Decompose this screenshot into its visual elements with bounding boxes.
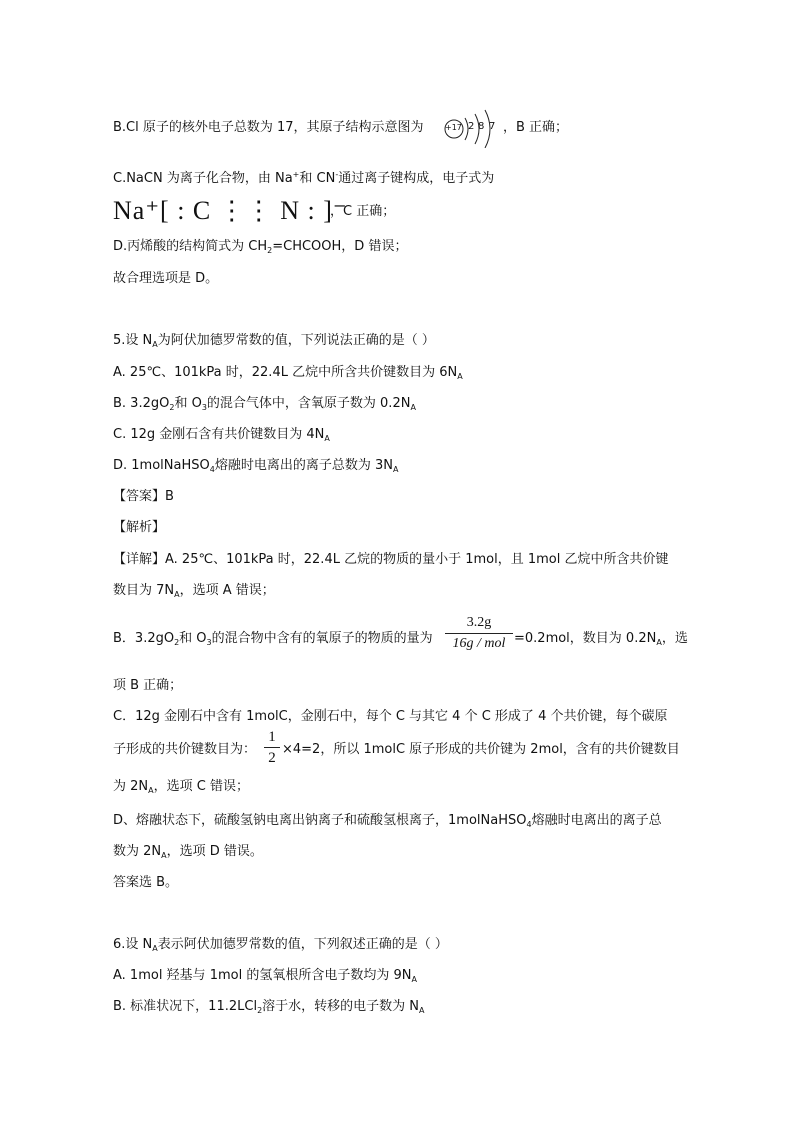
q5-option-b: B. $3.2gO_2$和 $O_3$的混合气体中，含氧原子数为 $0.2N_A$	[113, 396, 416, 412]
line-b-cl: B.Cl 原子的核外电子总数为 17，其原子结构示意图为	[113, 120, 424, 135]
q5-option-a: A. 25℃、101kPa 时，22.4L 乙烷中所含共价键数目为 $6N_A$	[113, 365, 463, 381]
line-conclusion-d: 故合理选项是 D。	[113, 271, 219, 286]
detail-b-line2: 项 B 正确；	[113, 678, 183, 693]
q6-option-b: B. 标准状况下，11.2LCl$_2$溶于水，转移的电子数为 $N_A$	[113, 999, 425, 1015]
final-answer: 答案选 B。	[113, 875, 179, 890]
question-6: 6.设 $N_A$表示阿伏加德罗常数的值，下列叙述正确的是（ ）	[113, 937, 448, 953]
detail-b-line1: B．$3.2gO_2$和 $O_3$的混合物中含有的氧原子的物质的量为	[113, 631, 433, 647]
detail-a-line2: 数目为 $7N_A$，选项 A 错误；	[113, 583, 275, 599]
fraction-half-bar	[264, 747, 280, 748]
question-5: 5.设 $N_A$为阿伏加德罗常数的值，下列说法正确的是（ ）	[113, 333, 435, 349]
atom-shell-2: 8	[478, 121, 485, 132]
fraction-oxygen-num: 3.2g	[466, 615, 492, 630]
analysis-label: 【解析】	[113, 520, 166, 535]
fraction-half-num: 1	[268, 729, 276, 745]
line-c-nacn: C.NaCN 为离子化合物，由 Na+和 CN-通过离子键构成，电子式为	[113, 170, 495, 186]
line-d-acrylic: D.丙烯酸的结构简式为 $CH_2=CHCOOH$，D 错误；	[113, 239, 408, 255]
detail-d-line1: D、熔融状态下，硫酸氢钠电离出钠离子和硫酸氢根离子，1molNaHSO$_4$熔融时电离出的离子总	[113, 813, 662, 829]
detail-b-line1-end: =0.2mol，数目为 $0.2N_A$，选	[514, 631, 688, 647]
electron-formula: Na⁺[ : C ⋮⋮ N : ]⁻	[113, 196, 348, 225]
answer-label: 【答案】B	[113, 489, 174, 504]
atom-structure-diagram	[443, 108, 503, 148]
fraction-oxygen-den: 16g / mol	[452, 636, 506, 651]
atom-nucleus: +17	[445, 123, 462, 132]
detail-d-line2: 数为 $2N_A$，选项 D 错误。	[113, 844, 263, 860]
q5-option-c: C. 12g 金刚石含有共价键数目为 $4N_A$	[113, 427, 330, 443]
q6-option-a: A. 1mol 羟基与 1mol 的氢氧根所含电子数均为 $9N_A$	[113, 968, 417, 984]
fraction-bar	[445, 633, 513, 634]
detail-c-line1: C．12g 金刚石中含有 1molC，金刚石中，每个 C 与其它 4 个 C 形成了 4 个共价键，每个碳原	[113, 709, 668, 724]
detail-a-line1: 【详解】A. 25℃、101kPa 时，22.4L 乙烷的物质的量小于 1mol，且 1mol 乙烷中所含共价键	[113, 552, 669, 567]
fraction-half	[264, 728, 280, 767]
atom-shell-1: 2	[468, 121, 475, 132]
detail-c-line3: 为 $2N_A$，选项 C 错误；	[113, 779, 249, 795]
detail-c-line2a: 子形成的共价键数目为：	[113, 742, 257, 757]
fraction-oxygen	[445, 614, 513, 653]
line-b-cl-end: ，B 正确；	[503, 120, 569, 135]
detail-c-line2b: ×4=2，所以 1molC 原子形成的共价键为 2mol，含有的共价键数目	[282, 742, 680, 757]
q5-option-d: D. 1molNaHSO$_4$熔融时电离出的离子总数为 $3N_A$	[113, 458, 399, 474]
line-c-correct: ，C 正确；	[330, 204, 396, 219]
fraction-half-den: 2	[268, 750, 276, 766]
atom-shell-3: 7	[489, 121, 496, 132]
